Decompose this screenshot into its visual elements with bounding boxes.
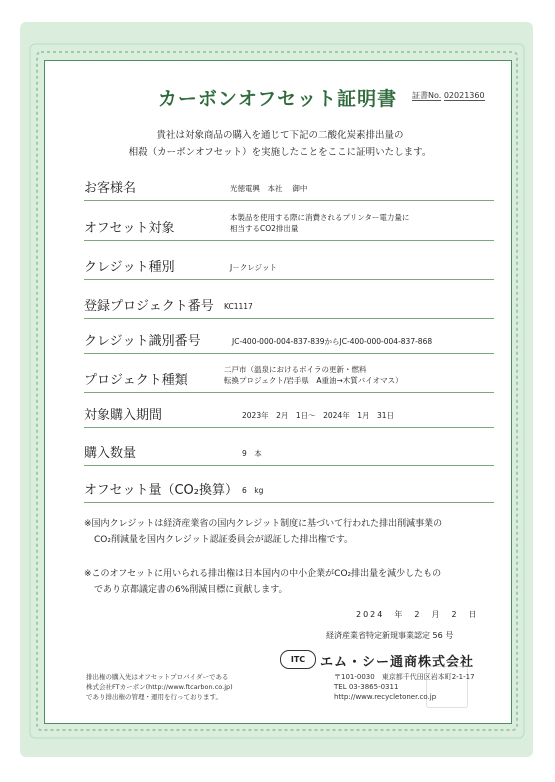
company-logo: ITC (280, 650, 316, 669)
field-value: 6 kg (242, 486, 264, 495)
field-row-project-number (84, 288, 494, 319)
field-row-offset-amount (84, 472, 494, 503)
field-label: オフセット量（CO₂換算） (84, 483, 239, 498)
field-label: クレジット識別番号 (84, 334, 201, 349)
field-label: お客様名 (84, 181, 137, 196)
field-value: J－クレジット (230, 263, 278, 272)
field-value: KC1117 (224, 302, 253, 311)
provider-note: 排出権の購入先はオフセットプロバイダーである 株式会社FTカーボン(http://www.ftcarbon.co.jp) であり排出権の管理・運用を行っております。 (86, 673, 233, 701)
intro-line-2: 相殺（カーボンオフセット）を実施したことをここに証明いたします。 (128, 147, 432, 158)
field-label: 対象購入期間 (84, 408, 163, 423)
field-row-offset-target (84, 210, 494, 241)
registration-text: 経済産業省特定新規事業認定 56 号 (326, 631, 454, 640)
issue-date: 2024 年 2 月 2 日 (356, 610, 479, 619)
intro-text (80, 127, 480, 161)
field-row-purchase-period (84, 397, 494, 428)
field-value: 2023年 2月 1日～ 2024年 1月 31日 (242, 411, 395, 420)
field-value: 本製品を使用する際に消費されるプリンター電力量に 相当するCO2排出量 (230, 213, 410, 233)
field-value: 光徳電興 本社 御中 (230, 184, 308, 193)
field-label: プロジェクト種類 (84, 373, 188, 388)
certificate-number-label: 証書No. (412, 91, 442, 100)
certificate-number (412, 90, 485, 101)
certificate-title: カーボンオフセット証明書 (157, 88, 398, 110)
field-value: 二戸市（温泉におけるボイラの更新・燃料 転換プロジェクト/岩手県 A重油→木質バイオマス） (224, 365, 403, 385)
company-name: エム・シー通商株式会社 (320, 655, 475, 670)
field-label: 登録プロジェクト番号 (84, 299, 214, 314)
company-address: 〒101-0030 東京都千代田区岩本町2-1-17 TEL 03-3865-0311 http://www.recycletoner.co.jp (334, 673, 475, 701)
field-row-credit-id (84, 323, 494, 354)
field-value: JC-400-000-004-837-839からJC-400-000-004-837-868 (232, 337, 433, 346)
field-label: オフセット対象 (84, 221, 175, 236)
field-value: 9 本 (242, 449, 262, 458)
field-row-credit-type (84, 249, 494, 280)
note-emission-rights: ※このオフセットに用いられる排出権は日本国内の中小企業がCO₂排出量を減少したもの であり京都議定書の6%削減目標に貢献します。 (84, 569, 442, 595)
note-domestic-credit: ※国内クレジットは経済産業省の国内クレジット制度に基づいて行われた排出削減事業の CO₂削減量を国内クレジット認証委員会が認証した排出権です。 (84, 519, 443, 545)
field-row-customer (84, 170, 494, 201)
field-label: 購入数量 (84, 446, 137, 461)
field-row-quantity (84, 435, 494, 466)
certificate-number-value: 02021360 (443, 91, 485, 100)
field-label: クレジット種別 (84, 260, 175, 275)
field-row-project-type (84, 362, 494, 393)
intro-line-1: 貴社は対象商品の購入を通じて下記の二酸化炭素排出量の (156, 130, 404, 141)
